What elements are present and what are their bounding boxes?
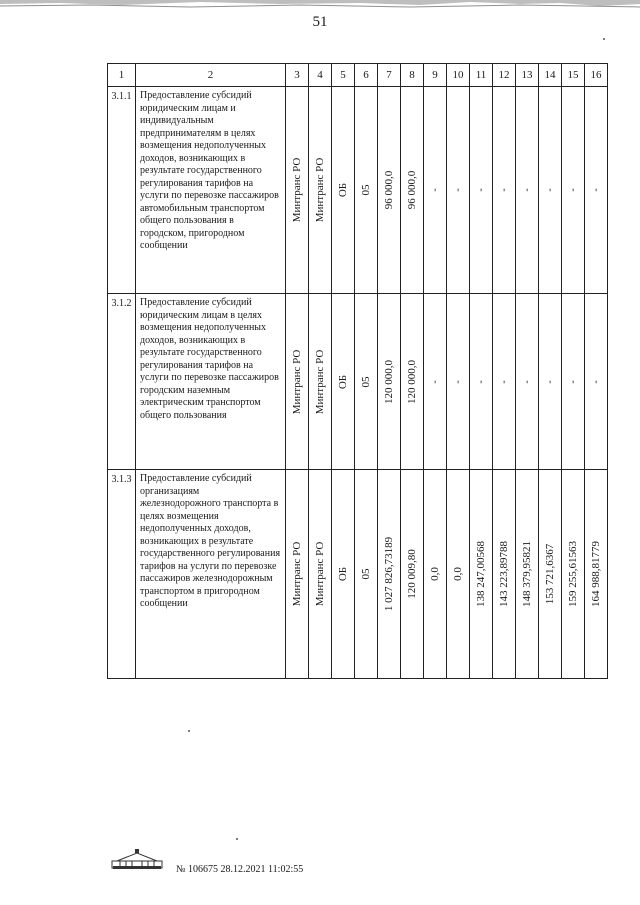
scan-speck (603, 38, 605, 40)
cell-value: 120 000,0 (406, 359, 418, 404)
executor-cell (286, 294, 309, 470)
cell-value: Минтранс РО (314, 349, 326, 414)
amount-cell (470, 87, 493, 294)
amount-cell (493, 87, 516, 294)
amount-cell (585, 87, 608, 294)
amount-cell (493, 294, 516, 470)
column-header: 2 (136, 64, 286, 87)
column-header: 5 (332, 64, 355, 87)
cell-value: Минтранс РО (314, 541, 326, 607)
cell-value: - (567, 379, 579, 384)
cell-value: - (475, 379, 487, 384)
amount-cell (470, 470, 493, 679)
cell-value: - (475, 188, 487, 192)
amount-cell (424, 470, 447, 679)
cell-value: - (452, 188, 464, 192)
amount-cell (401, 87, 424, 294)
row-description: Предоставление субсидий юридическим лицам в целях возмещения недополученных доходов, возникающих в результате государственного регулирования тарифов на услуги по перевозке пассажиров городским наземным электрическим транспортом общего пользования (136, 294, 286, 470)
code-cell (355, 470, 378, 679)
cell-value: ОБ (337, 182, 349, 198)
amount-cell (424, 87, 447, 294)
budget-source-cell (332, 294, 355, 470)
column-header: 11 (470, 64, 493, 87)
cell-value: - (498, 379, 510, 384)
cell-value: 148 379,95821 (521, 541, 533, 607)
cell-value: - (590, 379, 602, 384)
page-number: 51 (312, 14, 328, 30)
amount-cell (401, 470, 424, 679)
amount-cell (401, 294, 424, 470)
amount-cell (470, 294, 493, 470)
cell-value: 120 000,0 (383, 359, 395, 404)
code-cell (355, 87, 378, 294)
participant-cell (309, 470, 332, 679)
amount-cell (447, 87, 470, 294)
table-header-row (108, 64, 608, 87)
amount-cell (516, 87, 539, 294)
column-header: 12 (493, 64, 516, 87)
cell-value: Минтранс РО (314, 157, 326, 223)
cell-value: 159 255,61563 (567, 541, 579, 607)
column-header: 4 (309, 64, 332, 87)
table-row (108, 470, 608, 679)
amount-cell (539, 470, 562, 679)
amount-cell (493, 470, 516, 679)
amount-cell (447, 470, 470, 679)
amount-cell (378, 87, 401, 294)
column-header: 6 (355, 64, 378, 87)
scan-edge-artifact (0, 0, 640, 10)
column-header: 16 (585, 64, 608, 87)
participant-cell (309, 87, 332, 294)
cell-value: 96 000,0 (406, 170, 418, 210)
scan-speck (236, 838, 238, 840)
cell-value: 153 721,6367 (544, 543, 556, 605)
table-row (108, 87, 608, 294)
amount-cell (516, 294, 539, 470)
amount-cell (585, 294, 608, 470)
cell-value: 0,0 (452, 567, 464, 581)
column-header: 10 (447, 64, 470, 87)
cell-value: - (429, 379, 441, 384)
registration-stamp: № 106675 28.12.2021 11:02:55 (176, 864, 304, 875)
column-header: 9 (424, 64, 447, 87)
amount-cell (378, 470, 401, 679)
cell-value: - (452, 379, 464, 384)
column-header: 13 (516, 64, 539, 87)
cell-value: - (567, 188, 579, 192)
amount-cell (378, 294, 401, 470)
amount-cell (539, 87, 562, 294)
amount-cell (585, 470, 608, 679)
cell-value: 0,0 (429, 567, 441, 581)
amount-cell (424, 294, 447, 470)
budget-source-cell (332, 87, 355, 294)
amount-cell (562, 470, 585, 679)
row-number: 3.1.1 (108, 87, 136, 294)
column-header: 8 (401, 64, 424, 87)
cell-value: 05 (360, 568, 372, 580)
cell-value: ОБ (337, 374, 349, 389)
column-header: 7 (378, 64, 401, 87)
cell-value: - (498, 188, 510, 192)
amount-cell (562, 294, 585, 470)
amount-cell (516, 470, 539, 679)
cell-value: - (544, 188, 556, 192)
row-number: 3.1.3 (108, 470, 136, 679)
data-table (107, 63, 608, 679)
cell-value: Минтранс РО (291, 541, 303, 607)
cell-value: - (544, 379, 556, 384)
amount-cell (447, 294, 470, 470)
cell-value: 96 000,0 (383, 170, 395, 210)
column-header: 15 (562, 64, 585, 87)
amount-cell (562, 87, 585, 294)
budget-source-cell (332, 470, 355, 679)
cell-value: - (429, 188, 441, 192)
cell-value: - (590, 188, 602, 192)
cell-value: 143 223,89788 (498, 541, 510, 607)
cell-value: 138 247,00568 (475, 541, 487, 607)
cell-value: Минтранс РО (291, 157, 303, 223)
cell-value: 164 988,81779 (590, 541, 602, 607)
cell-value: Минтранс РО (291, 349, 303, 414)
cell-value: 1 027 826,73189 (383, 536, 395, 612)
executor-cell (286, 87, 309, 294)
row-number: 3.1.2 (108, 294, 136, 470)
column-header: 14 (539, 64, 562, 87)
cell-value: - (521, 188, 533, 192)
amount-cell (539, 294, 562, 470)
column-header: 3 (286, 64, 309, 87)
code-cell (355, 294, 378, 470)
scan-speck (188, 730, 190, 732)
table-row (108, 294, 608, 470)
row-description: Предоставление субсидий юридическим лицам и индивидуальным предпринимателям в целях возмещения недополученных доходов, возникающих в результате государственного регулирования тарифов на услуги по перевозке пассажиров автомобильным транспортом общего пользования в городском, пригородном сообщении (136, 87, 286, 294)
column-header: 1 (108, 64, 136, 87)
participant-cell (309, 294, 332, 470)
cell-value: 05 (360, 376, 372, 387)
government-building-logo-icon (111, 848, 163, 870)
executor-cell (286, 470, 309, 679)
cell-value: ОБ (337, 566, 349, 582)
cell-value: 05 (360, 184, 372, 196)
row-description: Предоставление субсидий организациям железнодорожного транспорта в целях возмещения недополученных доходов, возникающих в результате государственного регулирования тарифов на услуги по перевозке пассажиров железнодорожным транспортом в пригородном сообщении (136, 470, 286, 679)
cell-value: 120 009,80 (406, 549, 418, 599)
cell-value: - (521, 379, 533, 384)
